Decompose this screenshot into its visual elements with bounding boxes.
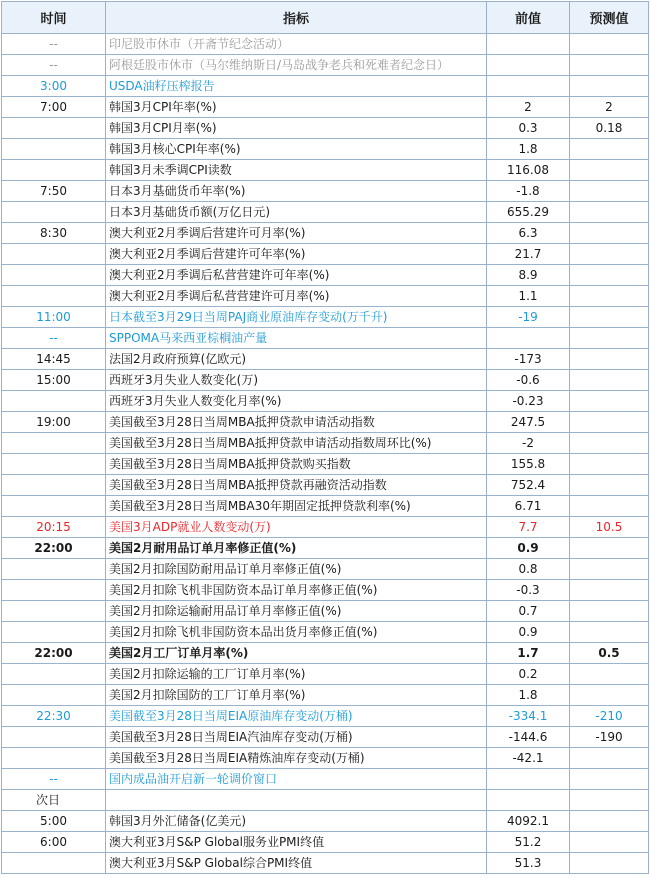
header-row <box>2 2 649 34</box>
time-cell: 8:30 <box>2 223 106 244</box>
time-cell: -- <box>2 328 106 349</box>
forecast-value-cell: -210 <box>570 706 649 727</box>
indicator-cell: 美国截至3月28日当周EIA原油库存变动(万桶) <box>106 706 487 727</box>
indicator-cell: 澳大利亚2月季调后私营营建许可年率(%) <box>106 265 487 286</box>
time-cell <box>2 559 106 580</box>
table-row <box>2 223 649 244</box>
table-row <box>2 727 649 748</box>
time-cell <box>2 622 106 643</box>
table-row <box>2 769 649 790</box>
table-row <box>2 601 649 622</box>
time-cell: 6:00 <box>2 832 106 853</box>
time-cell <box>2 496 106 517</box>
time-cell <box>2 664 106 685</box>
indicator-cell: 美国截至3月28日当周MBA抵押贷款购买指数 <box>106 454 487 475</box>
previous-value-cell: -0.6 <box>487 370 570 391</box>
table-row <box>2 55 649 76</box>
previous-value-cell: 1.1 <box>487 286 570 307</box>
table-row <box>2 391 649 412</box>
previous-value-cell: 1.7 <box>487 643 570 664</box>
time-cell: 7:50 <box>2 181 106 202</box>
forecast-value-cell <box>570 685 649 706</box>
header-forecast: 预测值 <box>570 2 649 34</box>
forecast-value-cell <box>570 559 649 580</box>
forecast-value-cell <box>570 328 649 349</box>
previous-value-cell: -173 <box>487 349 570 370</box>
table-row <box>2 370 649 391</box>
time-cell: 7:00 <box>2 97 106 118</box>
forecast-value-cell <box>570 223 649 244</box>
indicator-cell: 美国2月扣除国防的工厂订单月率(%) <box>106 685 487 706</box>
indicator-cell: 美国截至3月28日当周MBA30年期固定抵押贷款利率(%) <box>106 496 487 517</box>
indicator-cell: 美国2月工厂订单月率(%) <box>106 643 487 664</box>
previous-value-cell: 0.3 <box>487 118 570 139</box>
time-cell: 22:00 <box>2 643 106 664</box>
indicator-cell: 阿根廷股市休市（马尔维纳斯日/马岛战争老兵和死难者纪念日） <box>106 55 487 76</box>
previous-value-cell: -1.8 <box>487 181 570 202</box>
forecast-value-cell <box>570 412 649 433</box>
time-cell <box>2 265 106 286</box>
previous-value-cell <box>487 769 570 790</box>
table-row <box>2 790 649 811</box>
previous-value-cell: 1.8 <box>487 685 570 706</box>
table-row <box>2 265 649 286</box>
table-row <box>2 328 649 349</box>
previous-value-cell: 4092.1 <box>487 811 570 832</box>
header-time: 时间 <box>2 2 106 34</box>
previous-value-cell: -2 <box>487 433 570 454</box>
forecast-value-cell <box>570 265 649 286</box>
forecast-value-cell <box>570 496 649 517</box>
previous-value-cell <box>487 34 570 55</box>
previous-value-cell <box>487 328 570 349</box>
forecast-value-cell <box>570 160 649 181</box>
forecast-value-cell <box>570 811 649 832</box>
time-cell <box>2 454 106 475</box>
indicator-cell: 美国2月扣除飞机非国防资本品订单月率修正值(%) <box>106 580 487 601</box>
forecast-value-cell <box>570 538 649 559</box>
previous-value-cell: 247.5 <box>487 412 570 433</box>
time-cell <box>2 118 106 139</box>
table-row <box>2 454 649 475</box>
previous-value-cell: -42.1 <box>487 748 570 769</box>
table-row <box>2 685 649 706</box>
indicator-cell: 韩国3月外汇储备(亿美元) <box>106 811 487 832</box>
time-cell <box>2 475 106 496</box>
indicator-cell: 美国截至3月28日当周EIA汽油库存变动(万桶) <box>106 727 487 748</box>
forecast-value-cell <box>570 454 649 475</box>
table-row <box>2 580 649 601</box>
forecast-value-cell: 0.18 <box>570 118 649 139</box>
forecast-value-cell <box>570 664 649 685</box>
time-cell <box>2 391 106 412</box>
previous-value-cell: 21.7 <box>487 244 570 265</box>
indicator-cell: 澳大利亚2月季调后营建许可月率(%) <box>106 223 487 244</box>
time-cell <box>2 244 106 265</box>
time-cell <box>2 601 106 622</box>
header-previous: 前值 <box>487 2 570 34</box>
time-cell <box>2 853 106 874</box>
forecast-value-cell <box>570 853 649 874</box>
table-row <box>2 118 649 139</box>
previous-value-cell: -0.3 <box>487 580 570 601</box>
indicator-cell: 美国3月ADP就业人数变动(万) <box>106 517 487 538</box>
table-row <box>2 286 649 307</box>
table-row <box>2 496 649 517</box>
indicator-cell: 韩国3月CPI年率(%) <box>106 97 487 118</box>
forecast-value-cell <box>570 286 649 307</box>
indicator-cell: 日本3月基础货币额(万亿日元) <box>106 202 487 223</box>
time-cell <box>2 433 106 454</box>
table-row <box>2 412 649 433</box>
indicator-cell: 美国2月耐用品订单月率修正值(%) <box>106 538 487 559</box>
table-row <box>2 202 649 223</box>
forecast-value-cell <box>570 349 649 370</box>
indicator-cell: 澳大利亚2月季调后私营营建许可月率(%) <box>106 286 487 307</box>
indicator-cell: 印尼股市休市（开斋节纪念活动） <box>106 34 487 55</box>
indicator-cell: 国内成品油开启新一轮调价窗口 <box>106 769 487 790</box>
forecast-value-cell <box>570 370 649 391</box>
previous-value-cell: -0.23 <box>487 391 570 412</box>
forecast-value-cell <box>570 181 649 202</box>
previous-value-cell: 7.7 <box>487 517 570 538</box>
indicator-cell: 美国2月扣除运输耐用品订单月率修正值(%) <box>106 601 487 622</box>
previous-value-cell <box>487 790 570 811</box>
forecast-value-cell <box>570 391 649 412</box>
indicator-cell <box>106 790 487 811</box>
time-cell: 22:30 <box>2 706 106 727</box>
table-row <box>2 181 649 202</box>
indicator-cell: 法国2月政府预算(亿欧元) <box>106 349 487 370</box>
table-row <box>2 433 649 454</box>
indicator-cell: 澳大利亚2月季调后营建许可年率(%) <box>106 244 487 265</box>
forecast-value-cell: 0.5 <box>570 643 649 664</box>
forecast-value-cell <box>570 139 649 160</box>
time-cell: 20:15 <box>2 517 106 538</box>
previous-value-cell: 6.71 <box>487 496 570 517</box>
forecast-value-cell <box>570 622 649 643</box>
previous-value-cell: -19 <box>487 307 570 328</box>
time-cell: -- <box>2 55 106 76</box>
economic-calendar-table <box>1 1 649 874</box>
time-cell <box>2 580 106 601</box>
table-row <box>2 811 649 832</box>
forecast-value-cell <box>570 475 649 496</box>
indicator-cell: 美国2月扣除国防耐用品订单月率修正值(%) <box>106 559 487 580</box>
header-indicator: 指标 <box>106 2 487 34</box>
indicator-cell: 美国截至3月28日当周MBA抵押贷款申请活动指数周环比(%) <box>106 433 487 454</box>
time-cell: 19:00 <box>2 412 106 433</box>
table-row <box>2 706 649 727</box>
forecast-value-cell <box>570 601 649 622</box>
forecast-value-cell <box>570 580 649 601</box>
previous-value-cell: 51.2 <box>487 832 570 853</box>
table-row <box>2 622 649 643</box>
time-cell <box>2 727 106 748</box>
previous-value-cell: 51.3 <box>487 853 570 874</box>
forecast-value-cell <box>570 76 649 97</box>
table-row <box>2 643 649 664</box>
forecast-value-cell: 2 <box>570 97 649 118</box>
time-cell <box>2 139 106 160</box>
table-row <box>2 349 649 370</box>
indicator-cell: 澳大利亚3月S&P Global服务业PMI终值 <box>106 832 487 853</box>
table-row <box>2 244 649 265</box>
previous-value-cell <box>487 55 570 76</box>
time-cell: 5:00 <box>2 811 106 832</box>
forecast-value-cell <box>570 55 649 76</box>
table-row <box>2 307 649 328</box>
forecast-value-cell: 10.5 <box>570 517 649 538</box>
indicator-cell: 韩国3月未季调CPI读数 <box>106 160 487 181</box>
time-cell: 3:00 <box>2 76 106 97</box>
indicator-cell: 澳大利亚3月S&P Global综合PMI终值 <box>106 853 487 874</box>
indicator-cell: 日本3月基础货币年率(%) <box>106 181 487 202</box>
previous-value-cell: 0.9 <box>487 622 570 643</box>
previous-value-cell: 752.4 <box>487 475 570 496</box>
previous-value-cell: 655.29 <box>487 202 570 223</box>
previous-value-cell: -144.6 <box>487 727 570 748</box>
table-row <box>2 538 649 559</box>
previous-value-cell: 1.8 <box>487 139 570 160</box>
time-cell <box>2 685 106 706</box>
forecast-value-cell <box>570 769 649 790</box>
previous-value-cell: 116.08 <box>487 160 570 181</box>
previous-value-cell: 0.8 <box>487 559 570 580</box>
table-row <box>2 475 649 496</box>
time-cell: 15:00 <box>2 370 106 391</box>
time-cell <box>2 160 106 181</box>
table-row <box>2 559 649 580</box>
previous-value-cell <box>487 76 570 97</box>
table-row <box>2 517 649 538</box>
table-row <box>2 139 649 160</box>
time-cell <box>2 286 106 307</box>
forecast-value-cell: -190 <box>570 727 649 748</box>
previous-value-cell: 155.8 <box>487 454 570 475</box>
time-cell: 11:00 <box>2 307 106 328</box>
forecast-value-cell <box>570 34 649 55</box>
table-row <box>2 34 649 55</box>
forecast-value-cell <box>570 202 649 223</box>
indicator-cell: 美国截至3月28日当周MBA抵押贷款申请活动指数 <box>106 412 487 433</box>
previous-value-cell: 8.9 <box>487 265 570 286</box>
time-cell <box>2 748 106 769</box>
forecast-value-cell <box>570 832 649 853</box>
indicator-cell: 韩国3月核心CPI年率(%) <box>106 139 487 160</box>
previous-value-cell: -334.1 <box>487 706 570 727</box>
indicator-cell: SPPOMA马来西亚棕榈油产量 <box>106 328 487 349</box>
indicator-cell: USDA油籽压榨报告 <box>106 76 487 97</box>
forecast-value-cell <box>570 244 649 265</box>
time-cell: -- <box>2 769 106 790</box>
indicator-cell: 西班牙3月失业人数变化月率(%) <box>106 391 487 412</box>
indicator-cell: 韩国3月CPI月率(%) <box>106 118 487 139</box>
previous-value-cell: 0.2 <box>487 664 570 685</box>
indicator-cell: 美国2月扣除运输的工厂订单月率(%) <box>106 664 487 685</box>
forecast-value-cell <box>570 307 649 328</box>
time-cell: -- <box>2 34 106 55</box>
table-row <box>2 664 649 685</box>
indicator-cell: 日本截至3月29日当周PAJ商业原油库存变动(万千升) <box>106 307 487 328</box>
time-cell <box>2 202 106 223</box>
table-row <box>2 97 649 118</box>
indicator-cell: 西班牙3月失业人数变化(万) <box>106 370 487 391</box>
indicator-cell: 美国2月扣除飞机非国防资本品出货月率修正值(%) <box>106 622 487 643</box>
time-cell: 14:45 <box>2 349 106 370</box>
previous-value-cell: 0.7 <box>487 601 570 622</box>
forecast-value-cell <box>570 433 649 454</box>
table-row <box>2 748 649 769</box>
indicator-cell: 美国截至3月28日当周MBA抵押贷款再融资活动指数 <box>106 475 487 496</box>
table-row <box>2 76 649 97</box>
previous-value-cell: 6.3 <box>487 223 570 244</box>
indicator-cell: 美国截至3月28日当周EIA精炼油库存变动(万桶) <box>106 748 487 769</box>
previous-value-cell: 0.9 <box>487 538 570 559</box>
table-row <box>2 160 649 181</box>
table-row <box>2 832 649 853</box>
forecast-value-cell <box>570 790 649 811</box>
forecast-value-cell <box>570 748 649 769</box>
time-cell: 次日 <box>2 790 106 811</box>
time-cell: 22:00 <box>2 538 106 559</box>
table-row <box>2 853 649 874</box>
previous-value-cell: 2 <box>487 97 570 118</box>
